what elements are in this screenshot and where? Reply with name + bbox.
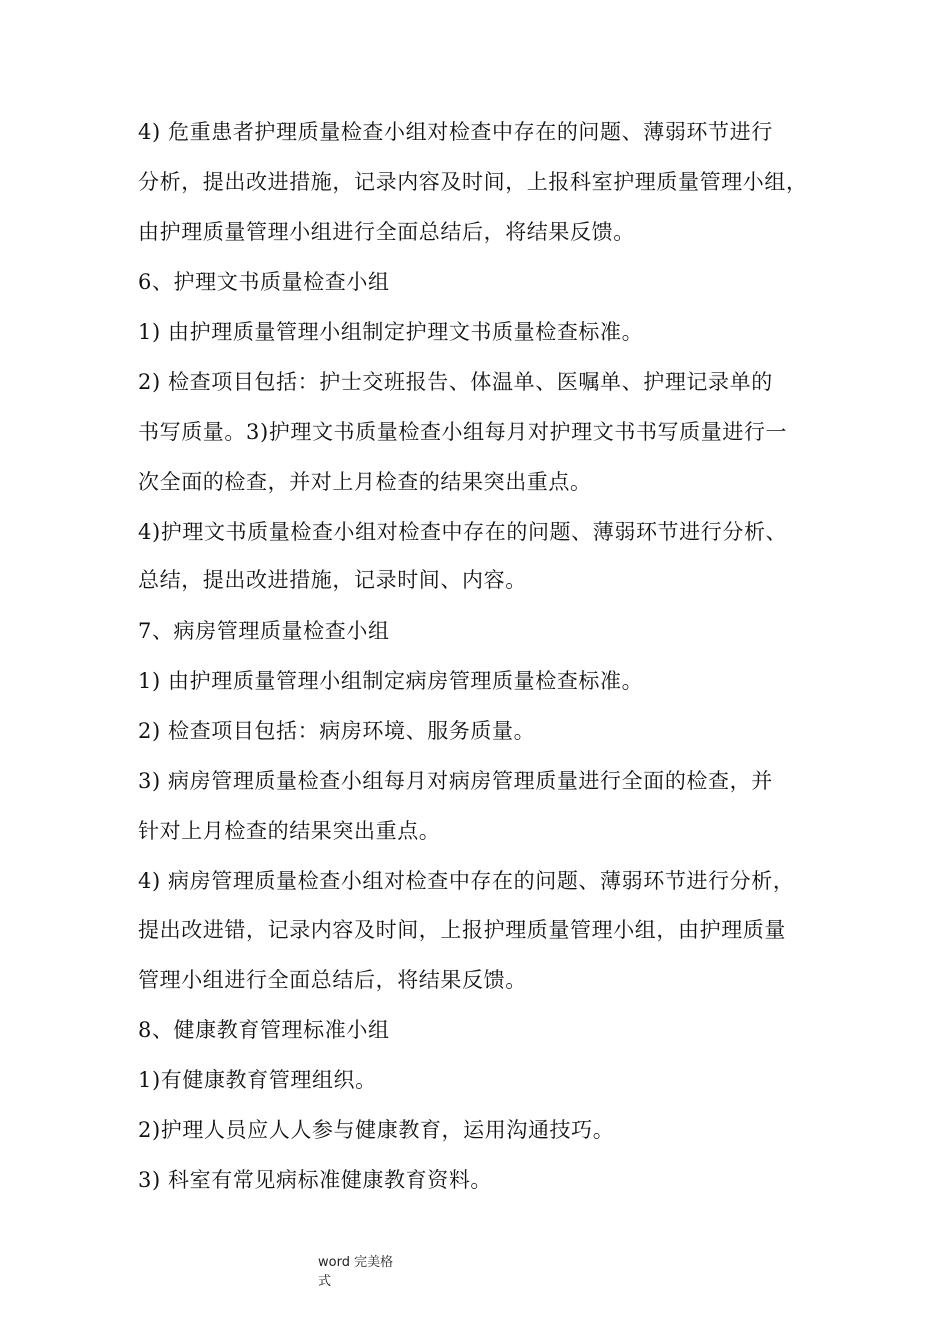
- text-line: 针对上月检查的结果突出重点。: [138, 819, 441, 843]
- text-line: 1) 由护理质量管理小组制定病房管理质量检查标准。: [138, 669, 644, 693]
- text-line: 由护理质量管理小组进行全面总结后，将结果反馈。: [138, 220, 635, 244]
- text-line: 提出改进错，记录内容及时间，上报护理质量管理小组，由护理质量: [138, 918, 786, 942]
- text-line: 书写质量。3)护理文书质量检查小组每月对护理文书书写质量进行一: [138, 420, 788, 444]
- section-heading: 8、健康教育管理标准小组: [138, 1018, 390, 1042]
- text-line: 3) 病房管理质量检查小组每月对病房管理质量进行全面的检查，并: [138, 769, 773, 793]
- text-line: 1) 由护理质量管理小组制定护理文书质量检查标准。: [138, 320, 644, 344]
- text-line: 2) 检查项目包括：护士交班报告、体温单、医嘱单、护理记录单的: [138, 370, 773, 394]
- text-line: 管理小组进行全面总结后，将结果反馈。: [138, 968, 527, 992]
- text-line: 3) 科室有常见病标准健康教育资料。: [138, 1168, 493, 1192]
- page-footer: word 完美格式: [318, 1255, 394, 1289]
- section-heading: 7、病房管理质量检查小组: [138, 619, 390, 643]
- text-line: 1)有健康教育管理组织。: [138, 1068, 377, 1092]
- text-line: 4)护理文书质量检查小组对检查中存在的问题、薄弱环节进行分析、: [138, 520, 788, 544]
- text-line: 总结，提出改进措施，记录时间、内容。: [138, 568, 527, 592]
- text-line: 次全面的检查，并对上月检查的结果突出重点。: [138, 470, 592, 494]
- text-line: 2)护理人员应人人参与健康教育，运用沟通技巧。: [138, 1118, 615, 1142]
- text-line: 4) 危重患者护理质量检查小组对检查中存在的问题、薄弱环节进行: [138, 120, 773, 144]
- text-line: 4) 病房管理质量检查小组对检查中存在的问题、薄弱环节进行分析，: [138, 869, 795, 893]
- section-heading: 6、护理文书质量检查小组: [138, 270, 390, 294]
- text-line: 分析，提出改进措施，记录内容及时间，上报科室护理质量管理小组，: [138, 170, 808, 194]
- text-line: 2) 检查项目包括：病房环境、服务质量。: [138, 719, 536, 743]
